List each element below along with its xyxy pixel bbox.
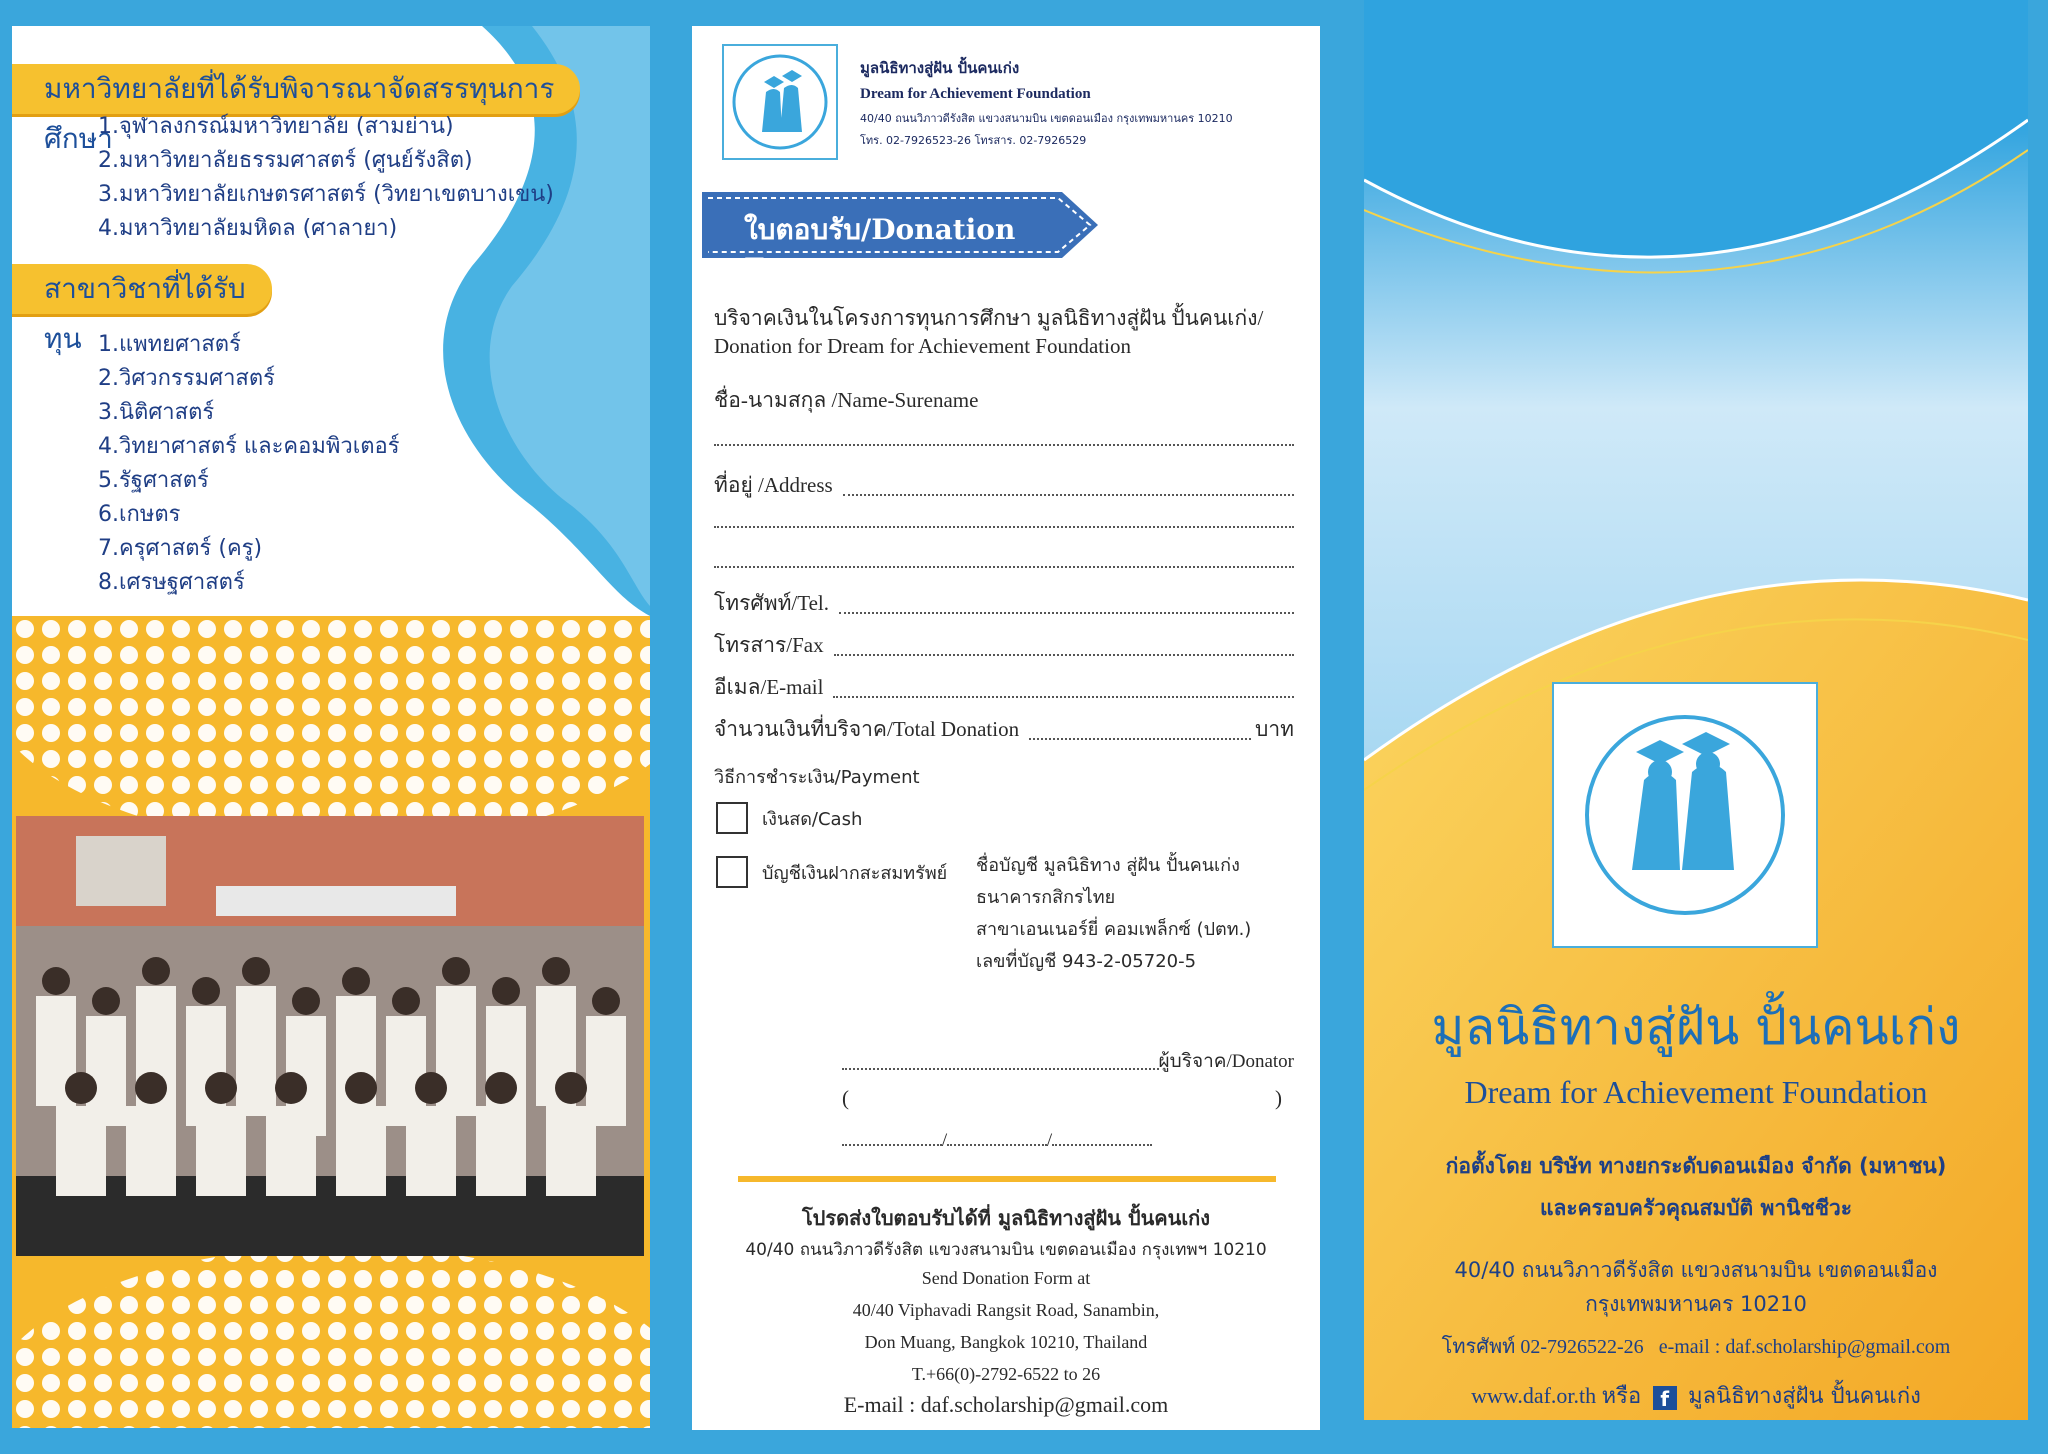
- savings-checkbox[interactable]: [716, 856, 748, 888]
- send-tel: T.+66(0)-2792-6522 to 26: [911, 1364, 1101, 1384]
- name-label: ชื่อ-นามสกุล /Name-Surename: [714, 388, 979, 412]
- list-item: 4.วิทยาศาสตร์ และคอมพิวเตอร์: [98, 434, 400, 459]
- founded-line-2: และครอบครัวคุณสมบัติ พานิชชีวะ: [1539, 1196, 1853, 1220]
- universities-list: [98, 110, 554, 246]
- total-input-line[interactable]: [1029, 738, 1251, 740]
- list-item: 2.มหาวิทยาลัยธรรมศาสตร์ (ศูนย์รังสิต): [98, 148, 473, 173]
- phone-label: โทรศัพท์: [1441, 1336, 1516, 1358]
- fields-list: [98, 328, 400, 600]
- account-name: ชื่อบัญชี มูลนิธิทาง สู่ฝัน ปั้นคนเก่ง: [976, 855, 1240, 876]
- facebook-page-name[interactable]: มูลนิธิทางสู่ฝัน ปั้นคนเก่ง: [1688, 1384, 1921, 1409]
- email-label: อีเมล/E-mail: [714, 675, 824, 699]
- list-item: 4.มหาวิทยาลัยมหิดล (ศาลายา): [98, 216, 398, 241]
- cover-title-en: Dream for Achievement Foundation: [1464, 1074, 1928, 1110]
- graduates-logo-icon: [724, 46, 836, 158]
- send-address-en-2: Don Muang, Bangkok 10210, Thailand: [864, 1332, 1148, 1352]
- fax-input-line[interactable]: [834, 654, 1294, 656]
- tel-input-line[interactable]: [839, 612, 1294, 614]
- send-heading: โปรดส่งใบตอบรับได้ที่ มูลนิธิทางสู่ฝัน ปั้นคนเก่ง: [801, 1206, 1211, 1230]
- cover-web-line: [1364, 1378, 2028, 1413]
- tel-field[interactable]: [714, 588, 1294, 620]
- date-month-line[interactable]: [947, 1144, 1047, 1146]
- group-photo: [16, 816, 644, 1256]
- send-heading-en: Send Donation Form at: [921, 1268, 1091, 1288]
- cover-contact-line: [1364, 1330, 2028, 1362]
- website-link[interactable]: www.daf.or.th: [1471, 1383, 1597, 1408]
- group-photo-image: [16, 816, 644, 1256]
- baht-unit: บาท: [1255, 717, 1294, 741]
- intro-line-2: Donation for Dream for Achievement Foundation: [714, 334, 1131, 358]
- fields-heading: สาขาวิชาที่ได้รับทุน: [12, 264, 272, 314]
- list-item: 6.เกษตร: [98, 502, 181, 527]
- list-item: 1.แพทยศาสตร์: [98, 332, 241, 357]
- email-label: e-mail :: [1658, 1336, 1721, 1358]
- universities-heading: มหาวิทยาลัยที่ได้รับพิจารณาจัดสรรทุนการศึกษา: [12, 64, 580, 114]
- foundation-logo-small: [722, 44, 838, 160]
- email-address[interactable]: daf.scholarship@gmail.com: [1725, 1336, 1951, 1358]
- donator-signature[interactable]: [842, 1046, 1294, 1076]
- address-label: ที่อยู่ /Address: [714, 473, 833, 497]
- org-header: [860, 56, 1233, 149]
- org-phone: โทร. 02-7926523-26 โทรสาร. 02-7926529: [860, 134, 1087, 147]
- email-field[interactable]: [714, 672, 1294, 704]
- list-item: 8.เศรษฐศาสตร์: [98, 570, 245, 595]
- cover-address-1: 40/40 ถนนวิภาวดีรังสิต แขวงสนามบิน เขตดอนเมือง: [1454, 1258, 1938, 1282]
- tel-label: โทรศัพท์/Tel.: [714, 591, 830, 615]
- date-slash: /: [1046, 1130, 1053, 1151]
- phone-number: 02-7926522-26: [1520, 1336, 1644, 1358]
- fax-label: โทรสาร/Fax: [714, 633, 824, 657]
- address-input-line[interactable]: [843, 494, 1294, 496]
- send-address-th: 40/40 ถนนวิภาวดีรังสิต แขวงสนามบิน เขตดอนเมือง กรุงเทพฯ 10210: [745, 1240, 1267, 1260]
- signature-line[interactable]: [842, 1068, 1159, 1070]
- donation-form: [692, 26, 1320, 1430]
- graduates-logo-icon: [1554, 684, 1816, 946]
- list-item: 3.นิติศาสตร์: [98, 400, 215, 425]
- email-input-line[interactable]: [833, 696, 1294, 698]
- cover-title-th: มูลนิธิทางสู่ฝัน ปั้นคนเก่ง: [1431, 998, 1961, 1056]
- org-address: 40/40 ถนนวิภาวดีรังสิต แขวงสนามบิน เขตดอนเมือง กรุงเทพมหานคร 10210: [860, 112, 1233, 125]
- form-banner: [702, 186, 1098, 285]
- scholarship-info-panel: [0, 0, 662, 1454]
- bank-name: ธนาคารกสิกรไทย: [976, 887, 1116, 908]
- intro-line-1: บริจาคเงินในโครงการทุนการศึกษา มูลนิธิทางสู่ฝัน ปั้นคนเก่ง/: [714, 306, 1264, 330]
- cash-checkbox[interactable]: [716, 802, 748, 834]
- org-name-en: Dream for Achievement Foundation: [860, 86, 1091, 102]
- org-name-th: มูลนิธิทางสู่ฝัน ปั้นคนเก่ง: [860, 59, 1020, 77]
- name-input-line[interactable]: [714, 444, 1294, 446]
- savings-label: บัญชีเงินฝากสะสมทรัพย์: [762, 863, 948, 884]
- donator-label: ผู้บริจาค/Donator: [1158, 1051, 1294, 1072]
- printed-name-brackets[interactable]: [842, 1086, 1282, 1111]
- list-item: 7.ครุศาสตร์ (ครู): [98, 536, 263, 561]
- cover-address-2: กรุงเทพมหานคร 10210: [1585, 1292, 1807, 1316]
- payment-label: วิธีการชำระเงิน/Payment: [714, 767, 920, 788]
- list-item: 5.รัฐศาสตร์: [98, 468, 209, 493]
- list-item: 1.จุฬาลงกรณ์มหาวิทยาลัย (สามย่าน): [98, 114, 454, 139]
- send-email: E-mail : daf.scholarship@gmail.com: [843, 1392, 1169, 1417]
- date-field[interactable]: [842, 1122, 1152, 1152]
- date-slash: /: [941, 1130, 948, 1151]
- date-year-line[interactable]: [1052, 1144, 1152, 1146]
- date-day-line[interactable]: [842, 1144, 942, 1146]
- paren-open: (: [842, 1086, 849, 1110]
- account-details: [976, 850, 1251, 978]
- account-number: เลขที่บัญชี 943-2-05720-5: [976, 951, 1197, 972]
- total-donation-field[interactable]: [714, 714, 1294, 746]
- divider: [738, 1176, 1276, 1182]
- address-input-line-2[interactable]: [714, 526, 1294, 528]
- cash-label: เงินสด/Cash: [762, 809, 863, 830]
- or-text: หรือ: [1601, 1384, 1642, 1409]
- form-title: ใบตอบรับ/Donation Form: [744, 213, 1016, 285]
- address-field[interactable]: [714, 470, 1294, 502]
- branch-name: สาขาเอนเนอร์ยี่ คอมเพล็กซ์ (ปตท.): [976, 919, 1252, 940]
- foundation-logo: [1552, 682, 1818, 948]
- cover-panel: [1344, 0, 2048, 1454]
- paren-close: ): [1275, 1086, 1282, 1110]
- send-address-en-1: 40/40 Viphavadi Rangsit Road, Sanambin,: [852, 1300, 1160, 1320]
- address-input-line-3[interactable]: [714, 566, 1294, 568]
- fax-field[interactable]: [714, 630, 1294, 662]
- facebook-icon[interactable]: f: [1653, 1386, 1677, 1410]
- info-area: [12, 26, 650, 616]
- photo-area: [12, 616, 650, 1428]
- list-item: 2.วิศวกรรมศาสตร์: [98, 366, 275, 391]
- list-item: 3.มหาวิทยาลัยเกษตรศาสตร์ (วิทยาเขตบางเขน): [98, 182, 554, 207]
- total-label: จำนวนเงินที่บริจาค/Total Donation: [714, 717, 1020, 741]
- founded-line-1: ก่อตั้งโดย บริษัท ทางยกระดับดอนเมือง จำกัด (มหาชน): [1445, 1154, 1947, 1178]
- donation-form-panel: [668, 0, 1338, 1454]
